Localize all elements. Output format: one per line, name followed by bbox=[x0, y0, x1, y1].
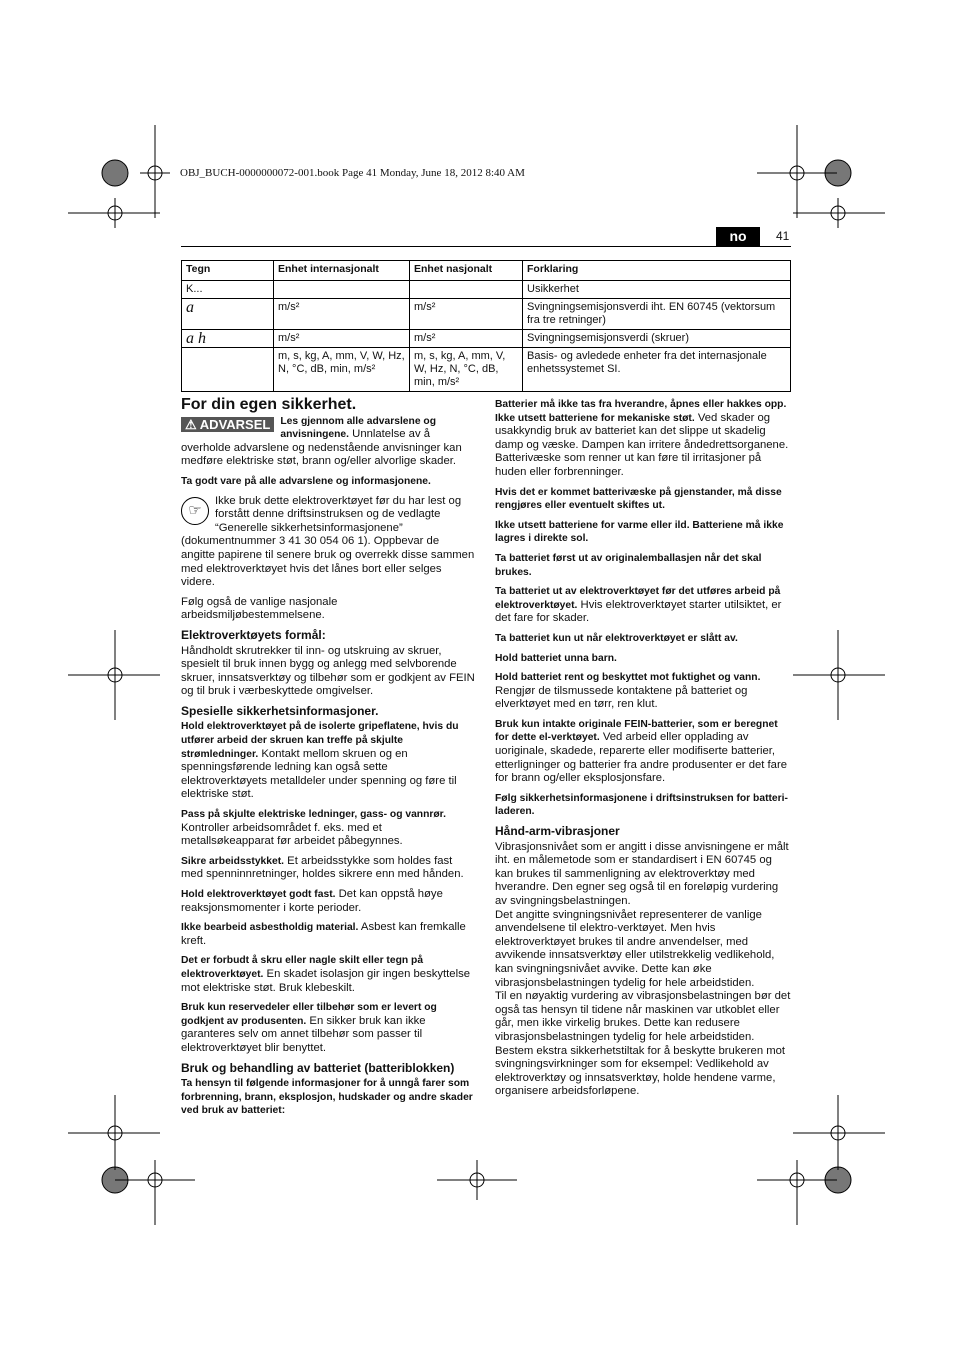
table-cell: m, s, kg, A, mm, V, W, Hz, N, °C, dB, min, m/s² bbox=[274, 348, 410, 392]
safety-item-text: Det kan oppstå høye reaksjonsmomenter i korte perioder. bbox=[181, 888, 443, 914]
table-header: Enhet internasjonalt bbox=[274, 261, 410, 281]
warning-label: ⚠ ADVARSEL bbox=[181, 417, 274, 433]
special-safety-heading: Spesielle sikkerhetsinformasjoner. bbox=[181, 703, 379, 718]
battery-item-text: Ved skader og usakkyndig bruk av batteriet kan det slippe ut skadelig damp og væske. Dampen kan irritere åndedrettsorganene. Batterivæske som renner ut kan føre til irritasjoner på huden eller forbrenninger. bbox=[495, 411, 789, 478]
right-column bbox=[495, 398, 791, 1099]
safety-item-bold: Ikke bearbeid asbestholdig material. bbox=[181, 922, 359, 934]
table-cell: Svingningsemisjonsverdi iht. EN 60745 (vektorsum fra tre retninger) bbox=[523, 299, 791, 330]
battery-item-bold: Bruk kun intakte originale FEIN-batterier, som er beregnet for dette el-verktøyet. bbox=[495, 718, 778, 744]
left-column bbox=[181, 398, 476, 1124]
vibration-text: Bestem ekstra sikkerhetstiltak for å beskytte brukeren mot svingningsvirkninger som for eksempel: Vedlikehold av elektroverktøy og innsatsverktøy, holde hendene varme, organisere arbeidsforløpene. bbox=[495, 1044, 786, 1098]
table-cell bbox=[182, 348, 274, 392]
national-regulations: Følg også de vanlige nasjonale arbeidsmiljøbestemmelsene. bbox=[181, 595, 338, 622]
safety-item-bold: Det er forbudt å skru eller nagle skilt eller tegn på elektroverktøyet. bbox=[181, 955, 424, 980]
vibration-text: Til en nøyaktig vurdering av vibrasjonsbelastningen bør det også tas hensyn til tidene når maskinen var utkoblet eller går, men ikke virkelig brukes. Dette kan redusere vibrasjonsbelastningen tydelig for hele arbeidstiden. bbox=[495, 990, 791, 1043]
symbols-table bbox=[181, 260, 791, 392]
safety-item bbox=[181, 1001, 476, 1055]
safety-item bbox=[181, 888, 476, 915]
vibration-heading: Hånd-arm-vibrasjoner bbox=[495, 824, 620, 839]
table-row bbox=[182, 281, 791, 299]
safety-item bbox=[181, 921, 476, 948]
table-cell: m/s² bbox=[410, 330, 523, 348]
warning-paragraph bbox=[181, 415, 476, 469]
table-cell: a bbox=[182, 299, 274, 330]
table-cell bbox=[274, 281, 410, 299]
safety-item-bold: Pass på skjulte elektriske ledninger, gass- og vannrør. bbox=[181, 809, 446, 821]
table-row bbox=[182, 330, 791, 348]
safety-item-text: Asbest kan fremkalle kreft. bbox=[181, 921, 466, 947]
battery-item bbox=[495, 671, 791, 712]
table-row bbox=[182, 348, 791, 392]
safety-item-text: En sikker bruk kan ikke garanteres selv om annet tilbehør som passer til elektroverktøyet blir benyttet. bbox=[181, 1014, 426, 1054]
safety-item-text: En skadet isolasjon gir ingen beskyttelse mot elektriske støt. Bruk klebeskilt. bbox=[181, 967, 471, 994]
header-rule bbox=[181, 246, 791, 247]
safety-item-bold: Bruk kun reservedeler eller tilbehør som er levert og godkjent av produsenten. bbox=[181, 1002, 437, 1027]
table-header: Tegn bbox=[182, 261, 274, 281]
table-cell: K... bbox=[182, 281, 274, 299]
table-cell: a h bbox=[182, 330, 274, 348]
safety-item bbox=[181, 855, 476, 882]
table-cell: Basis- og avledede enheter fra det internasjonale enhetssystemet SI. bbox=[523, 348, 791, 392]
battery-item bbox=[495, 398, 791, 480]
table-header-row bbox=[182, 261, 791, 281]
safety-item-bold: Sikre arbeidsstykket. bbox=[181, 855, 285, 867]
table-cell bbox=[410, 281, 523, 299]
battery-item: Hold batteriet unna barn. bbox=[495, 652, 617, 664]
warning-label-text: ADVARSEL bbox=[199, 416, 271, 432]
table-cell: m/s² bbox=[274, 330, 410, 348]
safety-item-text: Kontakt mellom skruen og en spenningsførende ledning kan også sette elektroverktøyets metalldeler under spenning og føre til elektriske støt. bbox=[181, 747, 457, 801]
battery-item: Ikke utsett batteriene for varme eller ild. Batteriene må ikke lagres i direkte sol. bbox=[495, 519, 784, 545]
table-cell: m, s, kg, A, mm, V, W, Hz, N, °C, dB, min, m/s² bbox=[410, 348, 523, 392]
safety-item bbox=[181, 720, 476, 802]
battery-item: Følg sikkerhetsinformasjonene i driftsinstruksen for batteri-laderen. bbox=[495, 792, 788, 818]
table-cell: Svingningsemisjonsverdi (skruer) bbox=[523, 330, 791, 348]
table-row bbox=[182, 299, 791, 330]
battery-intro: Ta hensyn til følgende informasjoner for å unngå farer som forbrenning, brann, eksplosjon, hudskader og andre skader ved bruk av batteriet: bbox=[181, 1078, 473, 1117]
warning-text: Unnlatelse av å overholde advarslene og nedenstående anvisninger kan medføre elektriske støt, brann og/eller alvorlige skader. bbox=[181, 428, 462, 468]
battery-item bbox=[495, 585, 791, 626]
table-header: Forklaring bbox=[523, 261, 791, 281]
safety-item-bold: Hold elektroverktøyet godt fast. bbox=[181, 889, 336, 900]
safety-item-text: Et arbeidsstykke som holdes fast med spenninnretninger, holdes sikrere enn med hånden. bbox=[181, 854, 464, 881]
safety-item-bold: Hold elektroverktøyet på de isolerte gripeflatene, hvis du utfører arbeid der skruen kan treffe på skjulte strømledninger. bbox=[181, 721, 459, 760]
battery-item-bold: Ta batteriet ut av elektroverktøyet før det utføres arbeid på elektroverktøyet. bbox=[495, 586, 781, 611]
battery-item-bold: Batterier må ikke tas fra hverandre, åpnes eller hakkes opp. Ikke utsett batteriene for mekaniske støt. bbox=[495, 399, 787, 424]
battery-item-text: Hvis elektroverktøyet starter utilsiktet, er det fare for skader. bbox=[495, 598, 782, 625]
page-number: 41 bbox=[776, 229, 790, 243]
manual-paragraph bbox=[181, 495, 476, 590]
battery-item: Hvis det er kommet batterivæske på gjenstander, må disse rengjøres eller eventuelt skiftes ut. bbox=[495, 486, 782, 512]
vibration-text: Det angitte svingningsnivået representerer de vanlige anvendelsene til elektro-verktøyet. Men hvis elektroverktøyet brukes til andre anvendelser, med avvikende innsatsverktøy eller utilstrekkelig vedlikehold, kan svingningsnivået avvike. Dette kan øke vibrasjonsbelastningen tydelig for hele arbeidstiden. bbox=[495, 908, 775, 989]
vibration-text: Vibrasjonsnivået som er angitt i disse anvisningene er målt iht. en målemetode som er standardisert i EN 60745 og kan brukes til sammenligning av elektroverktøy med hverandre. Den egner seg også til en foreløpig vurdering av svingningsbelastningen. bbox=[495, 840, 789, 907]
language-badge: no bbox=[716, 227, 760, 246]
read-manual-icon: ☞ bbox=[181, 497, 209, 525]
safety-item bbox=[181, 808, 476, 849]
battery-item bbox=[495, 718, 791, 786]
section-title: For din egen sikkerhet. bbox=[181, 396, 357, 413]
purpose-heading: Elektroverktøyets formål: bbox=[181, 627, 326, 642]
file-info-header: OBJ_BUCH-0000000072-001.book Page 41 Monday, June 18, 2012 8:40 AM bbox=[180, 167, 525, 179]
battery-heading: Bruk og behandling av batteriet (batteriblokken) bbox=[181, 1060, 455, 1075]
table-cell: Usikkerhet bbox=[523, 281, 791, 299]
warning-bold: Les gjennom alle advarslene og anvisningene. bbox=[280, 415, 436, 441]
battery-item-bold: Hold batteriet rent og beskyttet mot fuktighet og vann. bbox=[495, 672, 761, 684]
manual-text: Ikke bruk dette elektroverktøyet før du har lest og forstått denne driftsinstruksen og de vedlagte “Generelle sikkerhetsinformasjonene” (dokumentnummer 3 41 30 054 06 1). Oppbevar de angitte papirene til senere bruk og overrekk disse sammen med elektroverktøyet hvis det lånes bort eller selges videre. bbox=[181, 494, 475, 589]
keep-instructions: Ta godt vare på alle advarslene og informasjonene. bbox=[181, 475, 431, 487]
table-cell: m/s² bbox=[410, 299, 523, 330]
safety-item bbox=[181, 954, 476, 995]
table-header: Enhet nasjonalt bbox=[410, 261, 523, 281]
purpose-text: Håndholdt skrutrekker til inn- og utskruing av skruer, spesielt til bruk innen bygg og anlegg med selvborende skruer, innsatsverktøy og tilbehør som er godkjent av FEIN og til bruk i værbeskyttede omgivelser. bbox=[181, 644, 475, 698]
safety-item-text: Kontroller arbeidsområdet f. eks. med et metallsøkeapparat før arbeidet påbegynnes. bbox=[181, 821, 403, 848]
table-cell: m/s² bbox=[274, 299, 410, 330]
battery-item: Ta batteriet kun ut når elektroverktøyet er slått av. bbox=[495, 632, 738, 644]
battery-item: Ta batteriet først ut av originalemballasjen når det skal brukes. bbox=[495, 552, 762, 578]
battery-item-text: Ved arbeid eller opplading av uoriginale, skadede, reparerte eller modifiserte batterier, etterligninger og batterier fra andre produsenter er det fare for brann og/eller eksplosjonsfare. bbox=[495, 731, 788, 785]
battery-item-text: Rengjør de tilsmussede kontaktene på batteriet og elverktøyet med en tørr, ren klut. bbox=[495, 684, 748, 711]
